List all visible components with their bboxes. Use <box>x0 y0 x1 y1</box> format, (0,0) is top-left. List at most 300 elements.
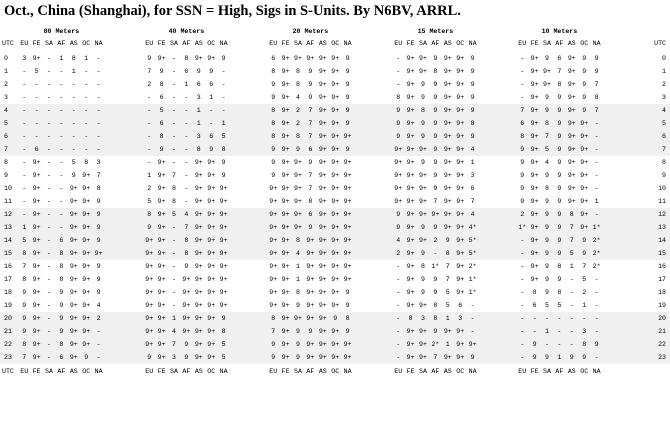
utc-hour-right: 17 <box>658 276 666 283</box>
signal-cell: 4 <box>545 159 549 166</box>
signal-cell: 9 <box>396 133 401 140</box>
signal-cell: - <box>22 94 27 101</box>
signal-cell: 9 <box>421 120 425 127</box>
signal-cell: - <box>221 81 226 88</box>
column-footer: FE <box>32 368 41 375</box>
signal-cell: 6 <box>271 55 276 62</box>
signal-cell: - <box>221 68 226 75</box>
signal-cell: 9 <box>345 146 350 153</box>
signal-cell: - <box>47 198 51 205</box>
signal-cell: 9 <box>520 172 525 179</box>
signal-cell: 9+ <box>580 146 589 153</box>
signal-cell: 9+ <box>567 133 576 140</box>
signal-cell: 9+ <box>406 354 415 361</box>
column-header: AS <box>69 40 78 47</box>
utc-hour: 12 <box>4 211 12 218</box>
signal-cell: 9+ <box>194 354 203 361</box>
signal-cell: 9 <box>545 354 549 361</box>
signal-cell: 9 <box>532 341 537 348</box>
signal-cell: 9+ <box>343 276 352 283</box>
signal-cell: - <box>59 107 64 114</box>
signal-cell: 9+ <box>419 68 427 75</box>
signal-cell: 9+ <box>331 172 340 179</box>
signal-cell: - <box>594 315 599 322</box>
signal-cell: - <box>396 55 401 62</box>
column-header: AF <box>306 40 315 47</box>
signal-cell: 9+ <box>32 354 41 361</box>
signal-cell: 2 <box>433 237 438 244</box>
signal-cell: 9+ <box>194 159 203 166</box>
column-footer: EU <box>145 368 154 375</box>
signal-cell: 9+ <box>406 68 415 75</box>
signal-cell: 9+ <box>306 250 315 257</box>
signal-cell: 9+ <box>331 68 340 75</box>
signal-cell: - <box>96 68 101 75</box>
signal-cell: 8 <box>296 81 300 88</box>
signal-cell: 9 <box>308 328 313 335</box>
signal-cell: 8 <box>421 107 425 114</box>
signal-cell: 9+ <box>567 185 576 192</box>
signal-cell: - <box>47 276 51 283</box>
signal-cell: 9+ <box>306 341 315 348</box>
utc-hour: 1 <box>4 68 8 75</box>
utc-hour-right: 15 <box>658 250 666 257</box>
signal-cell: 9+ <box>157 224 166 231</box>
signal-cell: 9 <box>470 55 475 62</box>
signal-cell: 9+ <box>281 341 290 348</box>
signal-cell: 4 <box>96 302 101 309</box>
signal-cell: 9+ <box>394 172 403 179</box>
signal-cell: 9+ <box>32 172 41 179</box>
signal-cell: 9 <box>345 81 350 88</box>
column-footer: SA <box>543 368 551 375</box>
signal-cell: 9+ <box>456 341 465 348</box>
column-header: AF <box>57 40 66 47</box>
signal-cell: - <box>22 133 27 140</box>
signal-cell: 1 <box>545 328 549 335</box>
column-header: EU <box>518 40 527 47</box>
signal-cell: - <box>172 276 176 283</box>
signal-cell: 9 <box>470 133 475 140</box>
signal-cell: 9+ <box>294 159 302 166</box>
band-label: 10 Meters <box>541 28 578 35</box>
signal-cell: 9+ <box>443 159 452 166</box>
utc-hour: 9 <box>4 172 8 179</box>
signal-cell: 7 <box>582 263 587 270</box>
signal-cell: 9 <box>271 81 276 88</box>
column-footer: SA <box>170 368 178 375</box>
utc-hour-right: 3 <box>662 94 666 101</box>
column-footer: NA <box>94 368 103 375</box>
signal-cell: 5 <box>545 146 549 153</box>
signal-cell: 9+ <box>69 185 78 192</box>
signal-cell: 8 <box>271 133 276 140</box>
signal-cell: 7 <box>271 328 276 335</box>
signal-cell: 8 <box>271 315 276 322</box>
signal-cell: 9+ <box>294 211 302 218</box>
signal-cell: 9+ <box>419 211 427 218</box>
column-header: AS <box>318 40 327 47</box>
signal-cell: 9+ <box>456 211 465 218</box>
signal-cell: 9+ <box>318 68 327 75</box>
signal-cell: 8 <box>408 315 413 322</box>
signal-cell: - <box>569 302 574 309</box>
signal-cell: 9+ <box>157 328 166 335</box>
signal-cell: 9+ <box>69 302 78 309</box>
signal-cell: 9+ <box>567 120 576 127</box>
signal-cell: 9+ <box>318 211 327 218</box>
column-footer: OC <box>331 368 340 375</box>
utc-hour-right: 12 <box>658 211 666 218</box>
signal-cell: 9+ <box>406 302 415 309</box>
utc-hour-right: 22 <box>658 341 666 348</box>
signal-cell: 9+ <box>331 81 340 88</box>
utc-hour-right: 10 <box>658 185 666 192</box>
signal-cell: 9+ <box>580 198 589 205</box>
signal-cell: 9+ <box>32 302 41 309</box>
signal-cell: 9+ <box>82 172 91 179</box>
column-footer: FE <box>281 368 290 375</box>
signal-cell: - <box>520 250 525 257</box>
signal-cell: 9+ <box>281 315 290 322</box>
signal-cell: 9 <box>433 55 438 62</box>
signal-cell: 9+ <box>331 237 340 244</box>
signal-cell: - <box>557 315 562 322</box>
signal-cell: 9 <box>209 146 214 153</box>
signal-cell: 9+ <box>82 211 91 218</box>
signal-cell: 9+ <box>580 133 589 140</box>
signal-cell: 9+ <box>269 289 278 296</box>
signal-cell: 6 <box>557 55 562 62</box>
signal-cell: 9+ <box>343 341 352 348</box>
signal-cell: - <box>172 263 176 270</box>
signal-cell: 9+ <box>157 211 166 218</box>
signal-cell: - <box>34 133 39 140</box>
signal-cell: 9 <box>296 146 300 153</box>
signal-cell: 2 <box>147 81 152 88</box>
signal-cell: 9+ <box>567 68 576 75</box>
signal-cell: 8 <box>296 237 300 244</box>
column-footer: AF <box>431 368 440 375</box>
utc-hour: 8 <box>4 159 8 166</box>
signal-cell: 4 <box>296 250 300 257</box>
signal-cell: 9+ <box>406 107 415 114</box>
signal-cell: 9 <box>470 81 475 88</box>
signal-cell: - <box>96 341 101 348</box>
signal-cell: 9+ <box>530 133 539 140</box>
signal-cell: 9+ <box>145 328 154 335</box>
signal-cell: 7 <box>22 354 27 361</box>
signal-cell: 9 <box>582 68 587 75</box>
utc-hour-right: 20 <box>658 315 666 322</box>
signal-cell: 1* <box>592 224 601 231</box>
signal-cell: - <box>520 302 525 309</box>
utc-hour-right: 5 <box>662 120 666 127</box>
column-header: FE <box>406 40 415 47</box>
signal-cell: 9+ <box>194 289 203 296</box>
signal-cell: 9+ <box>456 289 465 296</box>
utc-hour-right: 16 <box>658 263 666 270</box>
signal-cell: - <box>22 159 27 166</box>
signal-cell: 9 <box>96 237 101 244</box>
signal-cell: 9+ <box>157 250 166 257</box>
column-footer: AS <box>443 368 452 375</box>
signal-cell: 9+ <box>543 81 551 88</box>
signal-cell: - <box>470 328 475 335</box>
signal-cell: 9 <box>345 302 350 309</box>
signal-cell: - <box>59 68 64 75</box>
signal-cell: 8 <box>221 328 226 335</box>
signal-cell: 8 <box>221 146 226 153</box>
signal-cell: 7 <box>22 263 27 270</box>
signal-cell: 9 <box>557 250 562 257</box>
signal-cell: 9+ <box>343 159 352 166</box>
signal-cell: 9+ <box>207 276 216 283</box>
signal-cell: 6 <box>308 146 313 153</box>
column-footer: FE <box>157 368 166 375</box>
column-footer: AS <box>69 368 78 375</box>
signal-cell: 8 <box>545 120 549 127</box>
signal-cell: 9+ <box>219 289 228 296</box>
signal-cell: 9+ <box>306 263 315 270</box>
signal-cell: - <box>47 302 51 309</box>
signal-cell: 9+ <box>331 107 340 114</box>
signal-cell: 9+ <box>306 276 315 283</box>
utc-hour: 19 <box>4 302 12 309</box>
signal-cell: 8 <box>184 55 189 62</box>
signal-cell: 8 <box>557 263 562 270</box>
signal-cell: 9+ <box>443 328 452 335</box>
signal-cell: 9 <box>421 289 425 296</box>
signal-cell: 9+ <box>145 276 154 283</box>
signal-cell: 8 <box>308 198 313 205</box>
utc-hour-right: 0 <box>662 55 666 62</box>
signal-cell: 9+ <box>207 354 216 361</box>
signal-cell: 9 <box>271 146 276 153</box>
signal-cell: 8 <box>271 68 276 75</box>
signal-cell: - <box>96 328 101 335</box>
signal-cell: 9+ <box>306 315 315 322</box>
signal-cell: 9+ <box>343 133 352 140</box>
signal-cell: 9+ <box>530 172 539 179</box>
signal-cell: 9+ <box>530 263 539 270</box>
signal-cell: 6 <box>532 302 537 309</box>
signal-cell: 8 <box>59 341 64 348</box>
signal-cell: 8 <box>22 250 27 257</box>
signal-cell: 6 <box>159 120 164 127</box>
signal-cell: 9 <box>396 211 401 218</box>
signal-cell: 9+ <box>82 185 91 192</box>
signal-cell: 6 <box>196 81 201 88</box>
signal-cell: 9 <box>582 250 587 257</box>
signal-cell: 7 <box>445 276 450 283</box>
signal-cell: 9+ <box>207 302 216 309</box>
signal-cell: 9 <box>433 120 438 127</box>
signal-cell: 9+ <box>194 341 203 348</box>
signal-cell: 9+ <box>281 224 290 231</box>
signal-cell: - <box>47 68 51 75</box>
signal-cell: 9+ <box>406 81 415 88</box>
signal-cell: 9+ <box>331 328 340 335</box>
signal-cell: 9+ <box>281 172 290 179</box>
signal-cell: 9 <box>84 354 89 361</box>
signal-cell: 9+ <box>318 289 327 296</box>
signal-cell: 9+ <box>343 172 352 179</box>
signal-cell: 9+ <box>306 354 315 361</box>
signal-cell: - <box>209 107 214 114</box>
signal-cell: 5 <box>34 68 39 75</box>
signal-cell: - <box>594 146 599 153</box>
signal-cell: 4 <box>184 211 189 218</box>
signal-cell: 9+ <box>318 224 327 231</box>
signal-cell: 9+ <box>343 237 352 244</box>
signal-cell: 9+ <box>543 68 551 75</box>
signal-cell: - <box>594 185 599 192</box>
signal-cell: - <box>520 81 525 88</box>
signal-cell: 9+ <box>456 81 465 88</box>
column-footer: AF <box>57 368 66 375</box>
signal-cell: 4 <box>470 146 475 153</box>
signal-cell: - <box>71 133 76 140</box>
signal-cell: - <box>569 341 574 348</box>
signal-cell: 8 <box>545 185 549 192</box>
signal-cell: 9+ <box>32 341 41 348</box>
signal-cell: 9+ <box>406 133 415 140</box>
signal-cell: 9+ <box>69 354 78 361</box>
utc-hour-right: 2 <box>662 81 666 88</box>
signal-cell: - <box>59 81 64 88</box>
signal-cell: 9+ <box>145 289 154 296</box>
signal-cell: 9 <box>147 354 152 361</box>
column-header: AF <box>431 40 440 47</box>
signal-cell: - <box>594 120 599 127</box>
signal-cell: 9+ <box>318 302 327 309</box>
column-footer: NA <box>343 368 352 375</box>
signal-cell: 9+ <box>456 133 465 140</box>
signal-cell: 9 <box>159 146 164 153</box>
signal-cell: 9 <box>345 289 350 296</box>
signal-cell: - <box>47 211 51 218</box>
signal-cell: 8 <box>159 81 164 88</box>
signal-cell: 9+ <box>269 237 278 244</box>
signal-cell: 9+ <box>145 250 154 257</box>
signal-cell: 9+ <box>281 250 290 257</box>
signal-cell: 9 <box>209 68 214 75</box>
signal-cell: 9+ <box>406 120 415 127</box>
signal-cell: 9+ <box>182 328 191 335</box>
column-footer: EU <box>518 368 527 375</box>
signal-cell: 9+ <box>82 341 91 348</box>
utc-hour: 18 <box>4 289 12 296</box>
signal-cell: 9 <box>557 159 562 166</box>
signal-cell: 1 <box>184 81 189 88</box>
column-header: AS <box>443 40 452 47</box>
signal-cell: 9 <box>396 107 401 114</box>
signal-cell: - <box>47 133 51 140</box>
signal-cell: - <box>209 120 214 127</box>
signal-cell: 9 <box>470 68 475 75</box>
utc-hour-right: 19 <box>658 302 666 309</box>
signal-cell: 5 <box>221 354 226 361</box>
signal-cell: 9+ <box>82 237 91 244</box>
signal-cell: 9+ <box>281 289 290 296</box>
signal-cell: 1* <box>468 276 477 283</box>
signal-cell: 1 <box>582 302 587 309</box>
signal-cell: 9 <box>271 94 276 101</box>
signal-cell: 9+ <box>580 185 589 192</box>
signal-cell: 9 <box>271 172 276 179</box>
utc-hour: 23 <box>4 354 12 361</box>
signal-cell: 9+ <box>32 198 41 205</box>
signal-cell: 7 <box>433 354 438 361</box>
signal-cell: 6 <box>34 146 39 153</box>
signal-cell: 1 <box>84 55 89 62</box>
signal-cell: - <box>47 263 51 270</box>
signal-cell: 9+ <box>331 302 340 309</box>
signal-cell: - <box>96 107 101 114</box>
signal-cell: 7 <box>184 224 189 231</box>
utc-hour-right: 7 <box>662 146 666 153</box>
signal-cell: 9+ <box>207 198 216 205</box>
signal-cell: 9+ <box>530 198 539 205</box>
column-header: FE <box>32 40 41 47</box>
signal-cell: 9 <box>557 224 562 231</box>
signal-cell: 8 <box>84 159 89 166</box>
utc-hour: 7 <box>4 146 8 153</box>
signal-cell: 4 <box>296 94 300 101</box>
signal-cell: 9+ <box>443 68 452 75</box>
signal-cell: - <box>22 68 27 75</box>
signal-cell: 1* <box>518 224 527 231</box>
signal-cell: 9 <box>345 328 350 335</box>
signal-cell: - <box>520 328 525 335</box>
signal-cell: 9+ <box>281 81 290 88</box>
signal-cell: - <box>47 81 51 88</box>
signal-cell: - <box>594 289 599 296</box>
signal-cell: 2* <box>468 263 477 270</box>
signal-cell: 7 <box>96 172 101 179</box>
signal-cell: 9+ <box>331 289 340 296</box>
signal-cell: 9+ <box>281 276 290 283</box>
signal-cell: - <box>71 120 76 127</box>
signal-cell: 9 <box>421 81 425 88</box>
signal-cell: 9+ <box>194 185 203 192</box>
signal-cell: - <box>184 120 189 127</box>
signal-cell: 9+ <box>294 172 302 179</box>
signal-cell: - <box>172 237 176 244</box>
signal-cell: 9+ <box>281 68 290 75</box>
signal-cell: 8 <box>271 107 276 114</box>
signal-cell: 8 <box>445 250 450 257</box>
signal-cell: 9 <box>308 159 313 166</box>
signal-cell: 9+ <box>281 159 290 166</box>
signal-cell: 9 <box>184 341 189 348</box>
signal-cell: - <box>96 81 101 88</box>
signal-cell: 9+ <box>406 289 415 296</box>
signal-cell: 9+ <box>145 263 154 270</box>
signal-cell: 9+ <box>443 94 452 101</box>
signal-cell: 7 <box>308 107 313 114</box>
signal-cell: 9+ <box>456 198 465 205</box>
signal-cell: 9+ <box>456 94 465 101</box>
signal-cell: - <box>396 302 401 309</box>
signal-cell: 8 <box>59 263 64 270</box>
signal-cell: 9 <box>71 172 76 179</box>
signal-cell: 9+ <box>69 224 78 231</box>
signal-cell: 7 <box>308 120 313 127</box>
signal-cell: 9+ <box>194 172 203 179</box>
signal-cell: 9+ <box>456 263 465 270</box>
